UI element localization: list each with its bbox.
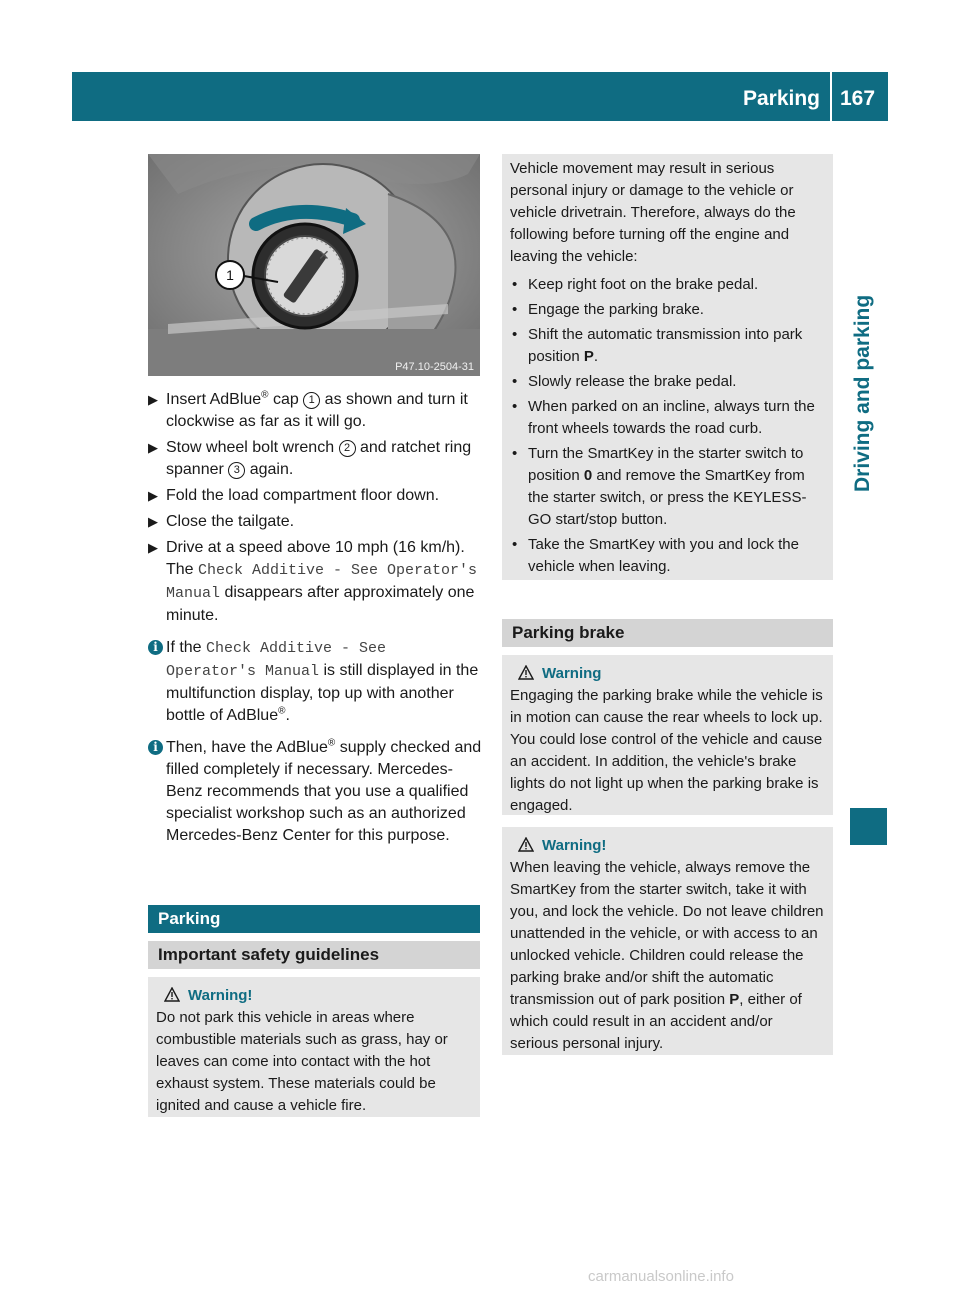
warning-triangle-icon <box>164 987 180 1002</box>
bullet-item: • Slowly release the brake pedal. <box>512 373 737 390</box>
callout-number: 2 <box>339 440 356 457</box>
subsection-title-safety: Important safety guidelines <box>148 941 480 969</box>
safety-intro: Vehicle movement may result in serious personal injury or damage to the vehicle or vehicle drivetrain. Therefore, always do the following before turning off the engine and leaving the vehicle: <box>510 160 796 265</box>
warning-title: Warning! <box>510 835 825 857</box>
info-icon: i <box>148 740 163 755</box>
info-note-top-up: i If the Check Additive - See Operator's Manual is still displayed in the multifunction display, top up with another bottle of AdBlue®. <box>148 637 482 727</box>
bullet-item: • When parked on an incline, always turn the front wheels towards the road curb. <box>512 398 815 437</box>
section-title-parking-brake: Parking brake <box>502 619 833 647</box>
step-insert-cap: ▶ Insert AdBlue® cap 1 as shown and turn it clockwise as far as it will go. <box>148 389 468 430</box>
warning-text: Do not park this vehicle in areas where combustible materials such as grass, hay or leaves can come into contact with the hot exhaust system. These materials could be ignited and cause a vehicle fire. <box>156 1009 448 1114</box>
step-arrow-icon: ▶ <box>148 514 158 529</box>
page-header <box>72 72 888 121</box>
adblue-cap-figure <box>148 154 480 376</box>
right-safety-box <box>502 154 833 580</box>
figure-code: P47.10-2504-31 <box>395 361 474 373</box>
callout-number: 1 <box>303 392 320 409</box>
warning-box-smartkey <box>502 827 833 1055</box>
header-title: Parking <box>742 87 820 110</box>
info-icon: i <box>148 640 163 655</box>
bullet-item: • Shift the automatic transmission into park position P. <box>512 326 803 365</box>
step-arrow-icon: ▶ <box>148 540 158 555</box>
callout-number: 3 <box>228 462 245 479</box>
footer-watermark: carmanualsonline.info <box>588 1268 734 1285</box>
warning-box-parking-brake <box>502 655 833 815</box>
section-title-parking: Parking <box>148 905 480 933</box>
warning-title: Warning <box>510 663 825 685</box>
step-arrow-icon: ▶ <box>148 392 158 407</box>
warning-box-fire <box>148 977 480 1117</box>
bullet-item: • Engage the parking brake. <box>512 301 704 318</box>
info-note-workshop: i Then, have the AdBlue® supply checked and filled completely if necessary. Mercedes-Benz recommends that you use a qualified specialist workshop such as an authorized Mercedes-Benz Center for this purpose. <box>148 737 482 847</box>
side-chapter-tab <box>845 212 881 492</box>
svg-text:✕: ✕ <box>318 248 330 264</box>
warning-title: Warning! <box>156 985 472 1007</box>
warning-text: When leaving the vehicle, always remove the SmartKey from the starter switch, take it with you, and lock the vehicle. Do not leave children unattended in the vehicle, or with access to an unlocked vehicle. Children could release the parking brake and/or shift the automatic transmission out of park position P, either of which could result in an accident and/or serious personal injury. <box>510 859 824 1052</box>
header-divider <box>830 72 832 121</box>
step-fold-floor: ▶ Fold the load compartment floor down. <box>148 485 482 507</box>
step-close-tailgate: ▶ Close the tailgate. <box>148 511 482 533</box>
step-drive: ▶ Drive at a speed above 10 mph (16 km/h). The Check Additive - See Operator's Manual disappears after approximately one minute. <box>148 539 478 624</box>
page-number: 167 <box>840 87 876 110</box>
side-chapter-marker <box>850 808 887 845</box>
step-arrow-icon: ▶ <box>148 488 158 503</box>
step-stow-wrench: ▶ Stow wheel bolt wrench 2 and ratchet ring spanner 3 again. <box>148 439 472 478</box>
warning-text: Engaging the parking brake while the vehicle is in motion can cause the rear wheels to lock up. You could lose control of the vehicle and cause an accident. In addition, the vehicle's brake lights do not light up when the parking brake is engaged. <box>510 687 823 814</box>
side-chapter-label: Driving and parking <box>851 294 874 492</box>
step-arrow-icon: ▶ <box>148 440 158 455</box>
bullet-item: • Keep right foot on the brake pedal. <box>512 276 759 293</box>
warning-triangle-icon <box>518 665 534 680</box>
bullet-item: • Take the SmartKey with you and lock the vehicle when leaving. <box>512 536 799 575</box>
bullet-item: • Turn the SmartKey in the starter switch to position 0 and remove the SmartKey from the starter switch, or press the KEYLESS-GO start/stop button. <box>512 445 807 528</box>
warning-triangle-icon <box>518 837 534 852</box>
left-instructions <box>148 389 482 853</box>
adblue-cap-photo <box>148 154 480 376</box>
figure-callout-1: 1 <box>226 267 234 283</box>
